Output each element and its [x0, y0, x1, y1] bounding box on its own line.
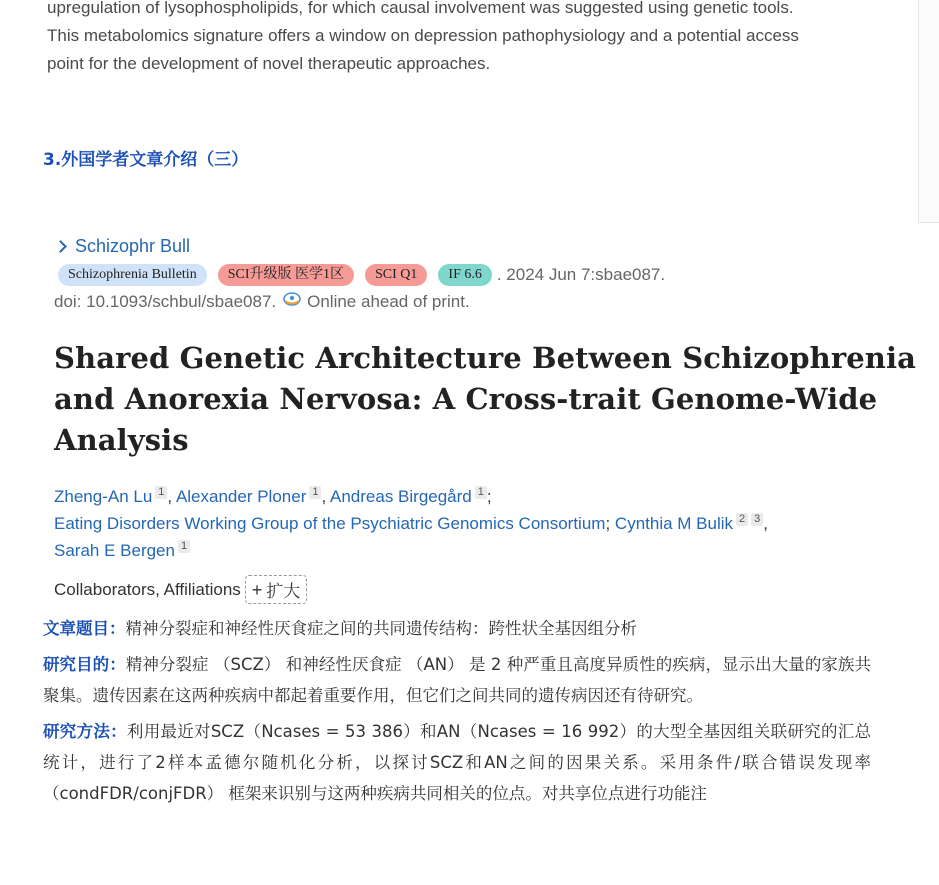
author-link[interactable]: Andreas Birgegård	[330, 487, 472, 506]
abstract-line: This metabolomics signature offers a window on depression pathophysiology and a potential access	[47, 26, 799, 45]
section-heading: 3.外国学者文章介绍（三）	[43, 150, 249, 170]
doi-line	[54, 292, 470, 312]
affiliation-marker[interactable]: 1	[155, 486, 167, 499]
summary-title-label: 文章题目：	[43, 619, 126, 638]
journal-link-label[interactable]: Schizophr Bull	[75, 236, 191, 256]
journal-name-badge[interactable]: Schizophrenia Bulletin	[58, 264, 207, 286]
affiliation-marker[interactable]: 1	[178, 540, 190, 553]
author-link[interactable]: Sarah E Bergen	[54, 541, 175, 560]
summary-title-paragraph	[43, 613, 871, 644]
journal-badges	[58, 264, 665, 286]
abstract-line: upregulation of lysophospholipids, for which causal involvement was suggested using genetic tools.	[47, 0, 794, 17]
sci-upgrade-badge[interactable]: SCI升级版 医学1区	[218, 264, 354, 286]
online-print-icon	[282, 291, 302, 307]
collaborators-row	[54, 575, 307, 604]
article-title-line: Analysis	[54, 423, 189, 457]
chinese-summary	[43, 613, 871, 814]
affiliation-marker[interactable]: 1	[309, 486, 321, 499]
summary-title-text: 精神分裂症和神经性厌食症之间的共同遗传结构：跨性状全基因组分析	[125, 619, 637, 638]
journal-link[interactable]	[56, 236, 190, 257]
collaborators-label: Collaborators, Affiliations	[54, 579, 241, 599]
doi-text: doi: 10.1093/schbul/sbae087.	[54, 292, 277, 311]
expand-button[interactable]	[245, 575, 308, 604]
summary-purpose-paragraph	[43, 649, 871, 711]
summary-purpose-label: 研究目的：	[43, 655, 126, 674]
abstract-line: point for the development of novel therapeutic approaches.	[47, 54, 491, 73]
article-title-line: Shared Genetic Architecture Between Schizophrenia	[54, 341, 916, 375]
author-link[interactable]: Alexander Ploner	[175, 487, 307, 506]
chevron-right-icon	[54, 240, 67, 253]
expand-label: 扩大	[266, 582, 301, 601]
author-link[interactable]: Eating Disorders Working Group of the Psychiatric Genomics Consortium	[54, 514, 606, 533]
article-title-line: and Anorexia Nervosa: A Cross-trait Genome-Wide	[54, 382, 878, 416]
affiliation-marker[interactable]: 1	[475, 486, 487, 499]
online-status: Online ahead of print.	[307, 292, 470, 311]
publication-date: . 2024 Jun 7:sbae087.	[496, 265, 666, 284]
side-panel-edge	[918, 0, 939, 223]
summary-method-paragraph	[43, 716, 871, 809]
affiliation-marker[interactable]: 3	[751, 513, 763, 526]
affiliation-marker[interactable]: 2	[736, 513, 748, 526]
plus-icon: +	[251, 579, 263, 600]
impact-factor-badge[interactable]: IF 6.6	[438, 264, 491, 286]
summary-method-text: 利用最近对SCZ（Ncases = 53 386）和AN（Ncases = 16 992）的大型全基因组关联研究的汇总统计，进行了2样本孟德尔随机化分析，以探讨SCZ和AN之间的因果关系。采用条件/联合错误发现率 （condFDR/conjFDR） 框架来识别与这两种疾病共同相关的位点。对共享位点进行功能注	[43, 722, 872, 803]
author-link[interactable]: Cynthia M Bulik	[614, 514, 734, 533]
author-list: Zheng-An Lu 1 , Alexander Ploner 1 , Andreas Birgegård 1 ; Eating Disorders Working Group of the Psychiatric Genomics Consortium; Cynthia M Bulik 2 3 , Sarah E Bergen 1	[54, 486, 769, 560]
abstract-tail	[47, 0, 877, 78]
summary-purpose-text: 精神分裂症 （SCZ） 和神经性厌食症 （AN） 是 2 种严重且高度异质性的疾病，显示出大量的家族共聚集。遗传因素在这两种疾病中都起着重要作用，但它们之间共同的遗传病因还有待研究。	[43, 655, 871, 705]
author-link[interactable]: Zheng-An Lu	[54, 487, 153, 506]
sci-quartile-badge[interactable]: SCI Q1	[365, 264, 427, 286]
summary-method-label: 研究方法：	[43, 722, 127, 741]
article-title	[54, 338, 916, 461]
